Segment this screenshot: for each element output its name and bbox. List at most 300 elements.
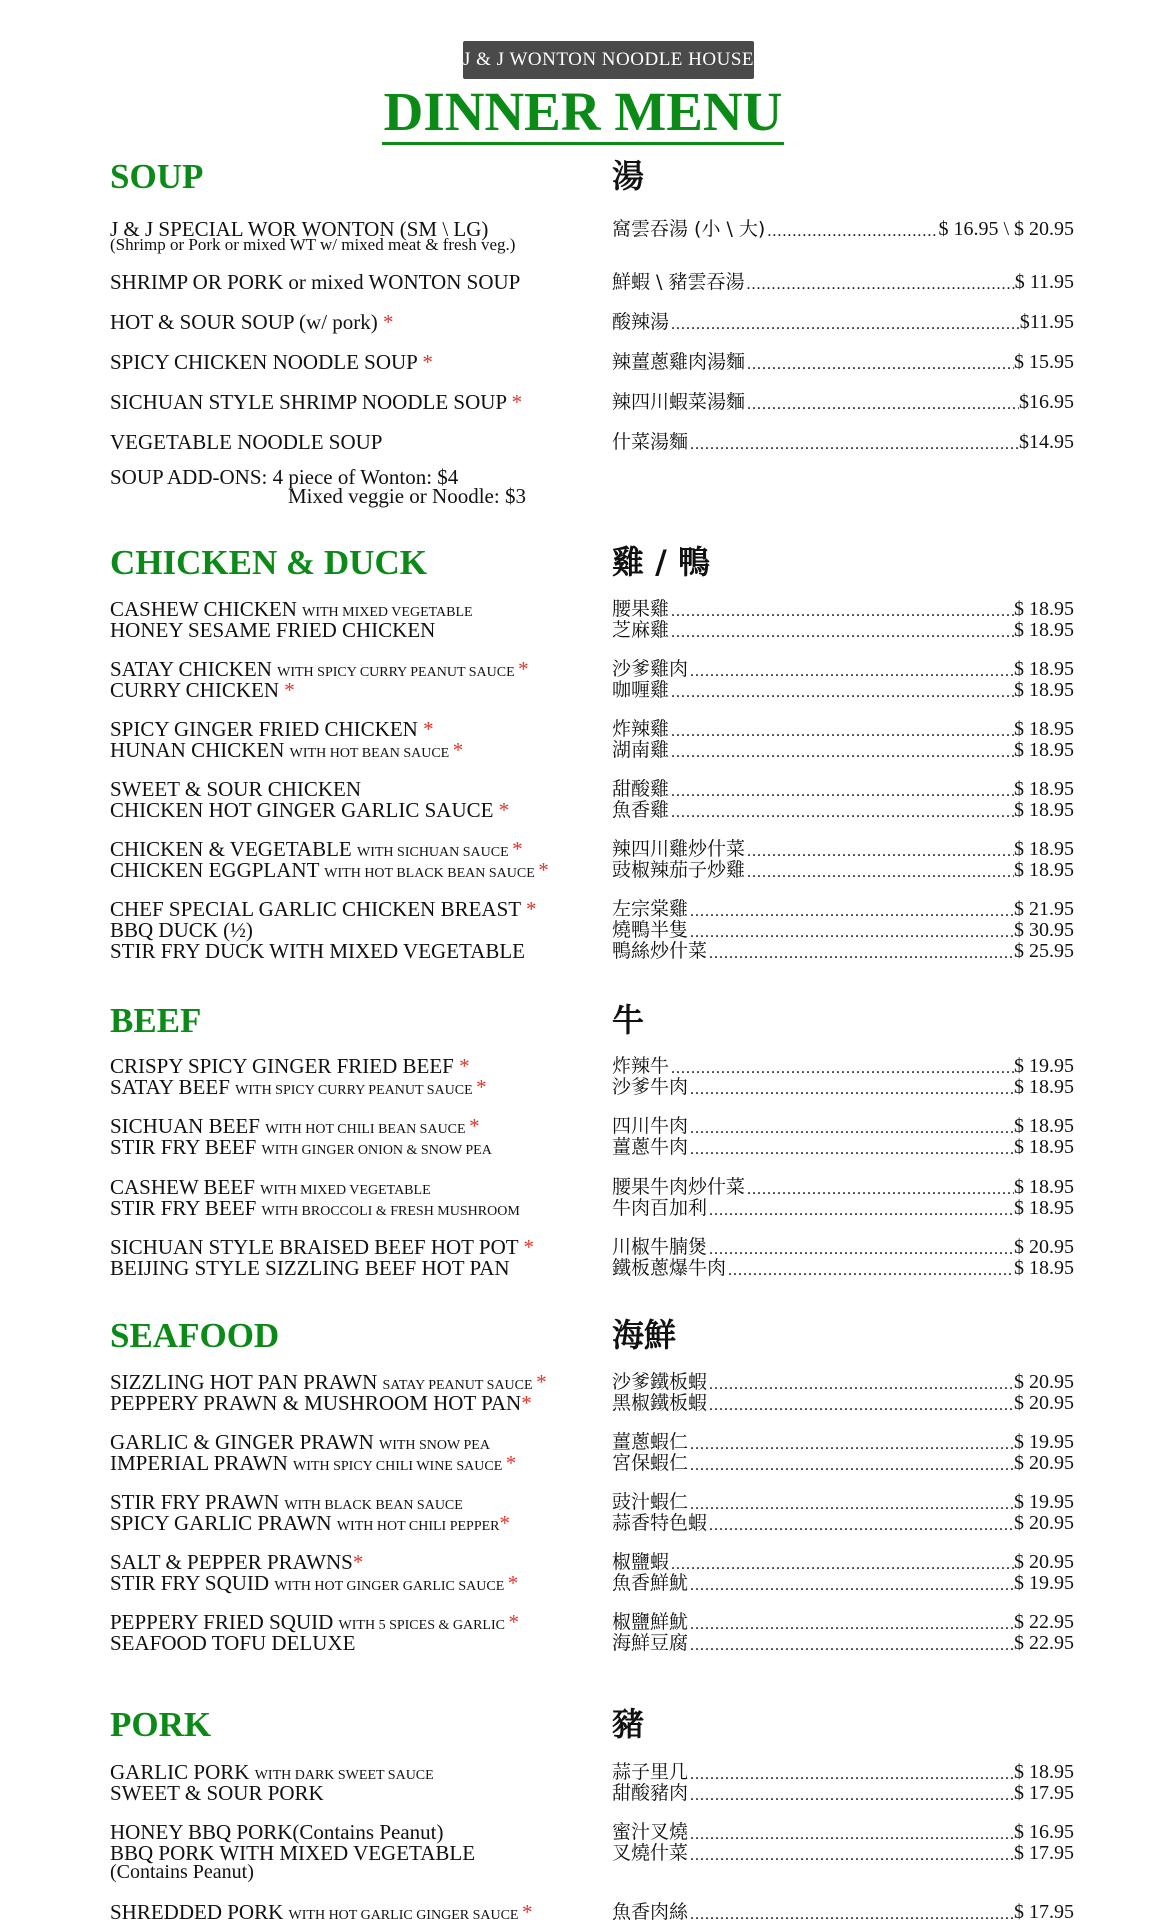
item-cn-price — [612, 352, 1074, 373]
item-name-cn: 叉燒什菜 — [612, 1842, 689, 1864]
item-cn-price — [612, 1573, 1074, 1594]
item-price: $ 11.95 — [1014, 271, 1074, 293]
item-name-cn: 椒鹽鮮魷 — [612, 1611, 689, 1633]
item-name-cn: 薑蔥牛肉 — [612, 1136, 689, 1158]
item-price: $ 17.95 — [1014, 1842, 1074, 1864]
item-cn-price — [612, 1393, 1074, 1414]
item-name-cn: 腰果牛肉炒什菜 — [612, 1176, 746, 1198]
item-name-cn: 豉椒辣茄子炒雞 — [612, 859, 746, 881]
menu-item — [110, 1633, 1074, 1654]
item-name — [110, 620, 435, 644]
page-title: DINNER MENU — [0, 82, 1166, 142]
item-cn-price — [612, 941, 1074, 962]
item-note: WITH HOT GINGER GARLIC SAUCE — [274, 1579, 508, 1594]
item-cn-price — [612, 659, 1074, 680]
item-name-text: CASHEW BEEF — [110, 1175, 261, 1199]
menu-item — [110, 1513, 1074, 1534]
item-name-text: GARLIC & GINGER PRAWN — [110, 1430, 379, 1454]
item-name — [110, 1137, 492, 1161]
item-name-text: HONEY SESAME FRIED CHICKEN — [110, 618, 436, 642]
item-name-text: SHRIMP OR PORK or mixed WONTON SOUP — [110, 270, 521, 294]
item-name — [110, 272, 520, 296]
section-title-cn-beef: 牛 — [612, 1001, 645, 1039]
dot-leader — [688, 1141, 1014, 1158]
item-name-cn: 蒜香特色蝦 — [612, 1512, 708, 1534]
item-name-text: SHREDDED PORK — [110, 1900, 289, 1920]
item-price: $ 17.95 — [1014, 1901, 1074, 1920]
menu-item — [110, 740, 1074, 761]
item-price: $ 16.95 \ $ 20.95 — [938, 218, 1074, 240]
item-note: WITH SNOW PEA — [378, 1438, 490, 1453]
item-price: $ 22.95 — [1014, 1611, 1074, 1633]
item-name-text: CHICKEN EGGPLANT — [110, 858, 325, 882]
item-name — [110, 392, 522, 416]
item-cn-price — [612, 860, 1074, 881]
item-name — [110, 740, 463, 764]
item-cn-price — [612, 1198, 1074, 1219]
item-note: WITH MIXED VEGETABLE — [260, 1183, 431, 1198]
item-note: WITH HOT BEAN SAUCE — [289, 746, 453, 761]
dot-leader — [669, 1556, 1014, 1573]
item-cn-price — [612, 1137, 1074, 1158]
item-price: $ 20.95 — [1014, 1236, 1074, 1258]
item-name-text: GARLIC PORK — [110, 1760, 255, 1784]
item-name — [110, 680, 295, 704]
dot-leader — [669, 723, 1014, 740]
dot-leader — [688, 1906, 1014, 1920]
item-name-text: SEAFOOD TOFU DELUXE — [110, 1631, 356, 1655]
item-name-text: VEGETABLE NOODLE SOUP — [110, 430, 383, 454]
menu-item — [110, 1822, 1074, 1843]
item-name-text: CASHEW CHICKEN — [110, 597, 303, 621]
item-cn-price — [612, 599, 1074, 620]
item-note: WITH GINGER ONION & SNOW PEA — [261, 1143, 492, 1158]
spicy-star-icon: * — [521, 1391, 532, 1415]
item-name — [110, 1393, 532, 1417]
item-cn-price — [612, 1783, 1074, 1804]
item-name — [110, 1453, 516, 1477]
menu-item — [110, 1453, 1074, 1474]
spicy-star-icon: * — [525, 897, 537, 921]
item-cn-price — [612, 219, 1074, 240]
spicy-star-icon: * — [523, 1235, 534, 1259]
item-price: $ 20.95 — [1014, 1551, 1074, 1573]
item-cn-price — [612, 1513, 1074, 1534]
menu-item — [110, 1762, 1074, 1783]
item-price: $ 17.95 — [1014, 1782, 1074, 1804]
item-cn-price — [612, 1762, 1074, 1783]
item-name-cn: 鐵板蔥爆牛肉 — [612, 1257, 727, 1279]
spicy-star-icon: * — [538, 858, 549, 882]
item-name-cn: 湖南雞 — [612, 739, 670, 761]
item-cn-price — [612, 620, 1074, 641]
menu-item — [110, 1137, 1074, 1158]
item-name-text: BEIJING STYLE SIZZLING BEEF HOT PAN — [110, 1256, 510, 1280]
item-name-text: BBQ PORK WITH MIXED VEGETABLE — [110, 1841, 476, 1865]
spicy-star-icon: * — [383, 310, 394, 334]
item-note: WITH DARK SWEET SAUCE — [254, 1768, 434, 1783]
item-name-cn: 蒜子里几 — [612, 1761, 689, 1783]
item-cn-price — [612, 1177, 1074, 1198]
item-name-text: HONEY BBQ PORK(Contains Peanut) — [110, 1820, 444, 1844]
item-note: WITH SPICY CHILI WINE SAUCE — [293, 1459, 506, 1474]
item-name — [110, 1902, 532, 1920]
item-name-cn: 魚香鮮魷 — [612, 1572, 689, 1594]
soup-addons-line1: SOUP ADD-ONS: 4 piece of Wonton: $4 — [110, 465, 459, 489]
item-name-cn: 甜酸雞 — [612, 778, 670, 800]
item-name-cn: 魚香肉絲 — [612, 1901, 689, 1920]
dot-leader — [726, 1262, 1014, 1279]
item-name-text: CHEF SPECIAL GARLIC CHICKEN BREAST — [110, 897, 526, 921]
menu-item — [110, 860, 1074, 881]
dot-leader — [669, 1060, 1014, 1077]
menu-item — [110, 599, 1074, 620]
dot-leader — [688, 1120, 1014, 1137]
menu-item — [110, 272, 1074, 293]
item-cn-price — [612, 1116, 1074, 1137]
spicy-star-icon: * — [352, 1550, 364, 1574]
dot-leader — [688, 1826, 1014, 1843]
menu-item — [110, 392, 1074, 413]
item-price: $ 20.95 — [1014, 1392, 1074, 1414]
item-name-cn: 鮮蝦 \ 豬雲吞湯 — [612, 271, 745, 293]
item-price: $ 18.95 — [1014, 1176, 1074, 1198]
spicy-star-icon: * — [452, 738, 464, 762]
item-cn-price — [612, 1843, 1074, 1864]
item-price: $ 18.95 — [1014, 739, 1074, 761]
item-note: WITH SPICY CURRY PEANUT SAUCE — [277, 665, 519, 680]
menu-item — [110, 432, 1074, 453]
dot-leader — [707, 1376, 1014, 1393]
dot-leader — [688, 436, 1019, 453]
item-price: $ 18.95 — [1014, 859, 1074, 881]
item-name-text: SPICY CHICKEN NOODLE SOUP — [110, 350, 423, 374]
item-price: $ 21.95 — [1014, 898, 1074, 920]
item-price: $ 20.95 — [1014, 1371, 1074, 1393]
item-note: WITH BLACK BEAN SAUCE — [284, 1498, 463, 1513]
item-cn-price — [612, 1056, 1074, 1077]
menu-item — [110, 839, 1074, 860]
item-note: WITH SPICY CURRY PEANUT SAUCE — [235, 1083, 477, 1098]
item-name — [110, 312, 394, 336]
dot-leader — [745, 864, 1014, 881]
item-name-text: STIR FRY SQUID — [110, 1571, 275, 1595]
item-name-cn: 辣四川雞炒什菜 — [612, 838, 746, 860]
item-name-cn: 什菜湯麵 — [612, 431, 689, 453]
menu-item — [110, 1843, 1074, 1864]
item-name-text: SICHUAN BEEF — [110, 1114, 266, 1138]
spicy-star-icon: * — [459, 1054, 470, 1078]
item-name — [110, 1513, 510, 1537]
item-name-text: PEPPERY FRIED SQUID — [110, 1610, 339, 1634]
item-note: WITH SICHUAN SAUCE — [357, 845, 513, 860]
item-price: $ 18.95 — [1014, 1136, 1074, 1158]
dot-leader — [688, 1436, 1014, 1453]
dot-leader — [669, 804, 1014, 821]
dot-leader — [688, 1847, 1014, 1864]
menu-item — [110, 719, 1074, 740]
item-price: $ 18.95 — [1014, 838, 1074, 860]
menu-item — [110, 620, 1074, 641]
dot-leader — [688, 1616, 1014, 1633]
item-name-cn: 辣四川蝦菜湯麵 — [612, 391, 746, 413]
item-note: WITH HOT BLACK BEAN SAUCE — [324, 866, 539, 881]
item-cn-price — [612, 1258, 1074, 1279]
spicy-star-icon: * — [498, 798, 510, 822]
item-cn-price — [612, 719, 1074, 740]
item-cn-price — [612, 1237, 1074, 1258]
dot-leader — [669, 603, 1014, 620]
menu-item — [110, 1612, 1074, 1633]
item-name-text: CHICKEN HOT GINGER GARLIC SAUCE — [110, 798, 499, 822]
item-name-text: STIR FRY PRAWN — [110, 1490, 285, 1514]
pork-sub-note: (Contains Peanut) — [110, 1861, 254, 1883]
item-name-text: SICHUAN STYLE SHRIMP NOODLE SOUP — [110, 390, 512, 414]
item-name-text: BBQ DUCK (½) — [110, 918, 253, 942]
item-price: $ 18.95 — [1014, 598, 1074, 620]
section-title-cn-pork: 豬 — [612, 1705, 645, 1743]
menu-item — [110, 941, 1074, 962]
item-note: WITH MIXED VEGETABLE — [302, 605, 473, 620]
dot-leader — [669, 684, 1014, 701]
item-name-cn: 辣薑蔥雞肉湯麵 — [612, 351, 746, 373]
item-price: $ 19.95 — [1014, 1055, 1074, 1077]
item-name — [110, 1573, 518, 1597]
item-name-cn: 宮保蝦仁 — [612, 1452, 689, 1474]
item-price: $ 18.95 — [1014, 1257, 1074, 1279]
item-name-cn: 魚香雞 — [612, 799, 670, 821]
item-cn-price — [612, 740, 1074, 761]
item-name-cn: 鴨絲炒什菜 — [612, 940, 708, 962]
item-cn-price — [612, 1633, 1074, 1654]
item-cn-price — [612, 1372, 1074, 1393]
spicy-star-icon: * — [284, 678, 295, 702]
item-name-cn: 豉汁蝦仁 — [612, 1491, 689, 1513]
item-price: $11.95 — [1019, 311, 1074, 333]
item-cn-price — [612, 1612, 1074, 1633]
item-note: WITH HOT GARLIC GINGER SAUCE — [288, 1908, 522, 1920]
item-note: WITH HOT CHILI BEAN SAUCE — [265, 1122, 470, 1137]
item-name-text: SPICY GINGER FRIED CHICKEN — [110, 717, 424, 741]
dot-leader — [688, 1496, 1014, 1513]
item-name-cn: 海鮮豆腐 — [612, 1632, 689, 1654]
item-price: $14.95 — [1019, 431, 1074, 453]
item-name-text: SICHUAN STYLE BRAISED BEEF HOT POT — [110, 1235, 524, 1259]
item-price: $ 18.95 — [1014, 778, 1074, 800]
dot-leader — [745, 356, 1014, 373]
section-title-cn-chicken: 雞 / 鴨 — [612, 543, 710, 581]
item-cn-price — [612, 1432, 1074, 1453]
item-name-cn: 沙爹牛肉 — [612, 1076, 689, 1098]
soup-sub-note: (Shrimp or Pork or mixed WT w/ mixed meat & fresh veg.) — [110, 235, 516, 254]
item-name-cn: 炸辣雞 — [612, 718, 670, 740]
dot-leader — [707, 1241, 1014, 1258]
item-name-cn: 甜酸豬肉 — [612, 1782, 689, 1804]
dot-leader — [707, 945, 1014, 962]
section-title-soup: SOUP — [110, 157, 204, 196]
item-name-cn: 蜜汁叉燒 — [612, 1821, 689, 1843]
item-name-cn: 咖喱雞 — [612, 679, 670, 701]
dot-leader — [707, 1202, 1014, 1219]
dot-leader — [744, 276, 1014, 293]
section-title-pork: PORK — [110, 1705, 212, 1744]
item-name-text: SATAY CHICKEN — [110, 657, 278, 681]
item-name — [110, 432, 382, 456]
menu-item — [110, 1258, 1074, 1279]
item-price: $ 19.95 — [1014, 1491, 1074, 1513]
menu-item — [110, 352, 1074, 373]
item-name-cn: 川椒牛腩煲 — [612, 1236, 708, 1258]
item-price: $ 18.95 — [1014, 718, 1074, 740]
section-title-chicken: CHICKEN & DUCK — [110, 543, 427, 582]
item-cn-price — [612, 920, 1074, 941]
spicy-star-icon: * — [511, 390, 523, 414]
dot-leader — [669, 316, 1020, 333]
item-cn-price — [612, 432, 1074, 453]
item-name — [110, 941, 525, 965]
dot-leader — [688, 1457, 1014, 1474]
spicy-star-icon: * — [469, 1114, 480, 1138]
menu-item — [110, 920, 1074, 941]
item-price: $ 18.95 — [1014, 1197, 1074, 1219]
item-name-text: SWEET & SOUR PORK — [110, 1781, 324, 1805]
menu-item — [110, 1056, 1074, 1077]
item-cn-price — [612, 899, 1074, 920]
item-price: $ 18.95 — [1014, 1076, 1074, 1098]
item-price: $ 18.95 — [1014, 658, 1074, 680]
dot-leader — [688, 1577, 1014, 1594]
item-name-cn: 左宗棠雞 — [612, 898, 689, 920]
item-name-text: SWEET & SOUR CHICKEN — [110, 777, 362, 801]
item-price: $ 19.95 — [1014, 1431, 1074, 1453]
item-name-cn: 四川牛肉 — [612, 1115, 689, 1137]
item-name-cn: 椒鹽蝦 — [612, 1551, 670, 1573]
section-title-beef: BEEF — [110, 1001, 202, 1040]
item-price: $ 18.95 — [1014, 619, 1074, 641]
item-price: $ 30.95 — [1014, 919, 1074, 941]
item-price: $ 18.95 — [1014, 679, 1074, 701]
menu-item — [110, 1573, 1074, 1594]
item-name-cn: 沙爹鐵板蝦 — [612, 1371, 708, 1393]
item-name-cn: 沙爹雞肉 — [612, 658, 689, 680]
item-name-text: STIR FRY BEEF — [110, 1135, 262, 1159]
item-cn-price — [612, 272, 1074, 293]
item-price: $ 18.95 — [1014, 799, 1074, 821]
item-price: $ 20.95 — [1014, 1452, 1074, 1474]
item-name-text: HOT & SOUR SOUP (w/ pork) — [110, 310, 384, 334]
item-name-text: STIR FRY DUCK WITH MIXED VEGETABLE — [110, 939, 526, 963]
item-name — [110, 1077, 487, 1101]
dot-leader — [745, 843, 1014, 860]
dot-leader — [688, 1787, 1014, 1804]
item-name-text: PEPPERY PRAWN & MUSHROOM HOT PAN — [110, 1391, 522, 1415]
item-price: $ 16.95 — [1014, 1821, 1074, 1843]
item-name-text: STIR FRY BEEF — [110, 1196, 262, 1220]
item-name — [110, 1198, 520, 1222]
item-note: WITH 5 SPICES & GARLIC — [338, 1618, 509, 1633]
menu-item — [110, 1432, 1074, 1453]
item-cn-price — [612, 1552, 1074, 1573]
menu-item — [110, 899, 1074, 920]
menu-item — [110, 312, 1074, 333]
spicy-star-icon: * — [508, 1610, 519, 1634]
item-price: $16.95 — [1019, 391, 1074, 413]
dot-leader — [688, 1081, 1014, 1098]
item-name-cn: 薑蔥蝦仁 — [612, 1431, 689, 1453]
item-cn-price — [612, 312, 1074, 333]
item-price: $ 22.95 — [1014, 1632, 1074, 1654]
spicy-star-icon: * — [499, 1511, 511, 1535]
soup-addons-line2: Mixed veggie or Noodle: $3 — [288, 484, 526, 508]
spicy-star-icon: * — [512, 837, 523, 861]
dot-leader — [765, 223, 938, 240]
item-cn-price — [612, 800, 1074, 821]
menu-item — [110, 1116, 1074, 1137]
item-cn-price — [612, 1453, 1074, 1474]
menu-item — [110, 1393, 1074, 1414]
item-note: WITH HOT CHILI PEPPER — [336, 1519, 500, 1534]
dot-leader — [688, 663, 1014, 680]
item-cn-price — [612, 392, 1074, 413]
spicy-star-icon: * — [521, 1900, 533, 1920]
dot-leader — [688, 1766, 1014, 1783]
item-name-text: SPICY GARLIC PRAWN — [110, 1511, 337, 1535]
item-name-text: HUNAN CHICKEN — [110, 738, 290, 762]
item-name — [110, 860, 549, 884]
item-name-cn: 炸辣牛 — [612, 1055, 670, 1077]
item-cn-price — [612, 1902, 1074, 1920]
item-name-text: SIZZLING HOT PAN PRAWN — [110, 1370, 383, 1394]
dot-leader — [669, 783, 1014, 800]
menu-item — [110, 1372, 1074, 1393]
spicy-star-icon: * — [507, 1571, 519, 1595]
menu-item — [110, 1177, 1074, 1198]
menu-item — [110, 659, 1074, 680]
dot-leader — [669, 624, 1014, 641]
item-price: $ 15.95 — [1014, 351, 1074, 373]
item-cn-price — [612, 839, 1074, 860]
menu-item — [110, 1237, 1074, 1258]
item-name-text: CHICKEN & VEGETABLE — [110, 837, 357, 861]
item-name-text: CURRY CHICKEN — [110, 678, 285, 702]
menu-item — [110, 779, 1074, 800]
dot-leader — [688, 924, 1014, 941]
item-name-text: IMPERIAL PRAWN — [110, 1451, 294, 1475]
menu-item — [110, 1077, 1074, 1098]
item-price: $ 20.95 — [1014, 1512, 1074, 1534]
item-price: $ 25.95 — [1014, 940, 1074, 962]
spicy-star-icon: * — [505, 1451, 517, 1475]
spicy-star-icon: * — [476, 1075, 487, 1099]
item-name — [110, 800, 509, 824]
item-name-text: CRISPY SPICY GINGER FRIED BEEF — [110, 1054, 460, 1078]
dot-leader — [707, 1397, 1014, 1414]
dot-leader — [669, 744, 1014, 761]
menu-item — [110, 800, 1074, 821]
restaurant-logo: J & J WONTON NOODLE HOUSE — [463, 41, 754, 79]
section-title-cn-soup: 湯 — [612, 157, 645, 195]
menu-item — [110, 1902, 1074, 1920]
item-name-cn: 芝麻雞 — [612, 619, 670, 641]
dot-leader — [745, 1181, 1014, 1198]
item-price: $ 19.95 — [1014, 1572, 1074, 1594]
spicy-star-icon: * — [422, 350, 433, 374]
item-name-cn: 牛肉百加利 — [612, 1197, 708, 1219]
item-cn-price — [612, 1822, 1074, 1843]
item-name — [110, 1258, 510, 1282]
section-title-seafood: SEAFOOD — [110, 1316, 280, 1355]
section-title-cn-seafood: 海鮮 — [612, 1316, 677, 1354]
